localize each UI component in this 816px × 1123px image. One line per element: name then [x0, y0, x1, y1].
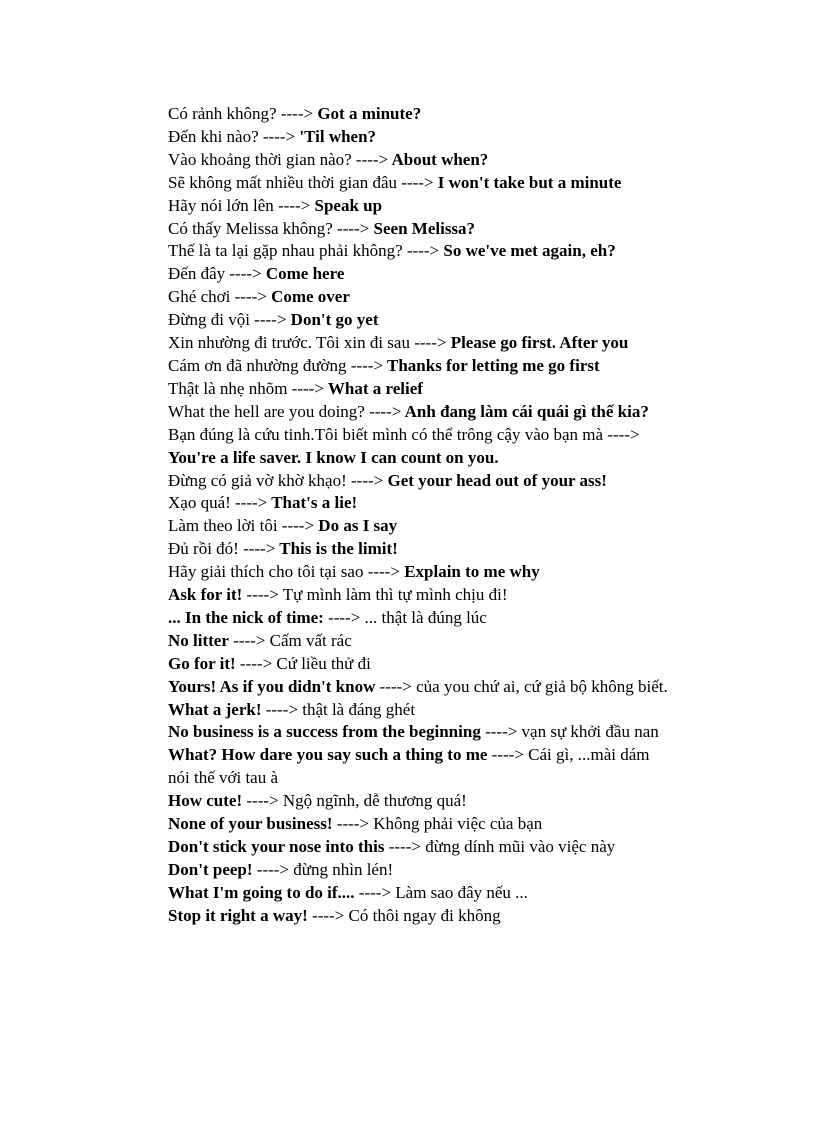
phrase-line [168, 355, 673, 378]
phrase-line [168, 515, 673, 538]
phrase-text: ----> Cứ liều thử đi [235, 653, 371, 673]
phrase-bold-text: Come over [266, 287, 350, 307]
phrase-line [168, 126, 673, 149]
phrase-line [168, 836, 673, 859]
phrase-line [168, 401, 673, 424]
phrase-text: ----> Tự mình làm thì tự mình chịu đi! [242, 585, 508, 605]
phrase-text: Cám ơn đã nhường đường ----> [168, 355, 384, 375]
phrase-bold-text: Stop it right a way! [168, 905, 308, 925]
phrase-bold-text: Come here [261, 264, 345, 284]
phrase-bold-text: No business is a success from the beginning [168, 722, 481, 742]
phrase-bold-text: About when? [388, 149, 489, 169]
phrase-list [168, 103, 673, 928]
phrase-text: Có rảnh không? ----> [168, 104, 314, 123]
phrase-text: ----> đừng nhìn lén! [252, 859, 394, 879]
phrase-bold-text: What a jerk! [168, 699, 262, 719]
phrase-line [168, 676, 673, 699]
phrase-text: ----> thật là đáng ghét [261, 699, 416, 719]
phrase-bold-text: Ask for it! [168, 585, 243, 605]
phrase-text: ----> của you chứ ai, cứ giả bộ không biết. [375, 676, 668, 696]
phrase-line [168, 905, 673, 928]
phrase-line [168, 470, 673, 493]
phrase-line [168, 721, 673, 744]
phrase-line [168, 218, 673, 241]
phrase-bold-text: Seen Melissa? [369, 218, 476, 238]
phrase-bold-text: ... In the nick of time: [168, 607, 324, 627]
phrase-text: ----> Không phải việc của bạn [332, 814, 543, 834]
phrase-bold-text: Thanks for letting me go first [383, 355, 600, 375]
phrase-line [168, 790, 673, 813]
phrase-text: ----> đừng dính mũi vào việc này [384, 837, 616, 856]
phrase-line [168, 492, 673, 515]
phrase-bold-text: 'Til when? [295, 126, 377, 146]
phrase-bold-text: Yours! As if you didn't know [168, 676, 376, 696]
phrase-text: Bạn đúng là cứu tinh.Tôi biết mình có thể trông cậy vào bạn mà ----> [168, 424, 640, 444]
phrase-line [168, 538, 673, 561]
phrase-bold-text: Get your head out of your ass! [383, 470, 607, 490]
phrase-line [168, 699, 673, 722]
phrase-text: Đến khi nào? ----> [168, 126, 296, 146]
phrase-line [168, 859, 673, 882]
phrase-text: Hãy giải thích cho tôi tại sao ----> [168, 562, 400, 582]
phrase-line [168, 240, 673, 263]
phrase-line [168, 195, 673, 218]
phrase-text: Xạo quá! ----> [168, 493, 268, 513]
phrase-text: ----> Có thôi ngay đi không [307, 905, 501, 925]
phrase-bold-text: Got a minute? [313, 104, 422, 123]
phrase-text: ----> Cái gì, ...mài dám nói thế với tau à [168, 745, 650, 788]
phrase-bold-text: Don't peep! [168, 859, 253, 879]
phrase-bold-text: Don't go yet [286, 310, 379, 330]
phrase-bold-text: What? How dare you say such a thing to me [168, 745, 488, 765]
phrase-text: Thế là ta lại gặp nhau phải không? ----> [168, 241, 440, 261]
phrase-text: Thật là nhẹ nhõm ----> [168, 378, 324, 398]
phrase-line [168, 263, 673, 286]
phrase-bold-text: Explain to me why [399, 562, 540, 582]
phrase-line [168, 149, 673, 172]
phrase-text: ----> vạn sự khởi đầu nan [480, 722, 659, 742]
phrase-line [168, 882, 673, 905]
phrase-line [168, 584, 673, 607]
phrase-bold-text: Please go first. After you [446, 333, 629, 353]
phrase-bold-text: Anh đang làm cái quái gì thế kia? [401, 401, 649, 421]
phrase-text: Làm theo lời tôi ----> [168, 516, 315, 536]
phrase-text: Xin nhường đi trước. Tôi xin đi sau ----> [168, 333, 447, 353]
phrase-text: Hãy nói lớn lên ----> [168, 195, 311, 215]
phrase-line [168, 424, 673, 470]
phrase-line [168, 286, 673, 309]
phrase-text: Đừng có giả vờ khờ khạo! ----> [168, 470, 384, 490]
phrase-bold-text: So we've met again, eh? [439, 241, 616, 261]
phrase-line [168, 103, 673, 126]
phrase-bold-text: What a relief [323, 378, 423, 398]
phrase-line [168, 309, 673, 332]
phrase-bold-text: Speak up [310, 195, 383, 215]
phrase-text: Ghé chơi ----> [168, 287, 267, 307]
phrase-bold-text: None of your business! [168, 814, 333, 834]
phrase-text: ----> Làm sao đây nếu ... [354, 882, 528, 902]
phrase-bold-text: That's a lie! [267, 493, 358, 513]
phrase-line [168, 332, 673, 355]
phrase-line [168, 813, 673, 836]
phrase-text: Đừng đi vội ----> [168, 310, 287, 330]
phrase-line [168, 378, 673, 401]
phrase-bold-text: You're a life saver. I know I can count on you. [168, 447, 499, 467]
phrase-text: ----> Ngộ ngĩnh, dễ thương quá! [242, 791, 467, 811]
phrase-bold-text: Don't stick your nose into this [168, 837, 385, 856]
phrase-text: ----> ... thật là đúng lúc [323, 607, 487, 627]
phrase-text: ----> Cấm vất rác [228, 630, 352, 650]
phrase-bold-text: Do as I say [314, 516, 398, 536]
phrase-line [168, 744, 673, 790]
phrase-text: Đến đây ----> [168, 264, 262, 284]
phrase-bold-text: This is the limit! [275, 539, 398, 559]
phrase-bold-text: What I'm going to do if.... [168, 882, 355, 902]
phrase-text: Vào khoảng thời gian nào? ----> [168, 149, 389, 169]
phrase-text: Đủ rồi đó! ----> [168, 539, 276, 559]
phrase-bold-text: No litter [168, 630, 229, 650]
phrase-line [168, 561, 673, 584]
phrase-bold-text: Go for it! [168, 653, 236, 673]
phrase-bold-text: I won't take but a minute [433, 172, 622, 192]
phrase-line [168, 172, 673, 195]
phrase-text: Sẽ không mất nhiều thời gian đâu ----> [168, 172, 434, 192]
phrase-text: What the hell are you doing? ----> [168, 401, 402, 421]
phrase-bold-text: How cute! [168, 791, 243, 811]
phrase-line [168, 653, 673, 676]
phrase-text: Có thấy Melissa không? ----> [168, 218, 370, 238]
phrase-line [168, 607, 673, 630]
phrase-line [168, 630, 673, 653]
